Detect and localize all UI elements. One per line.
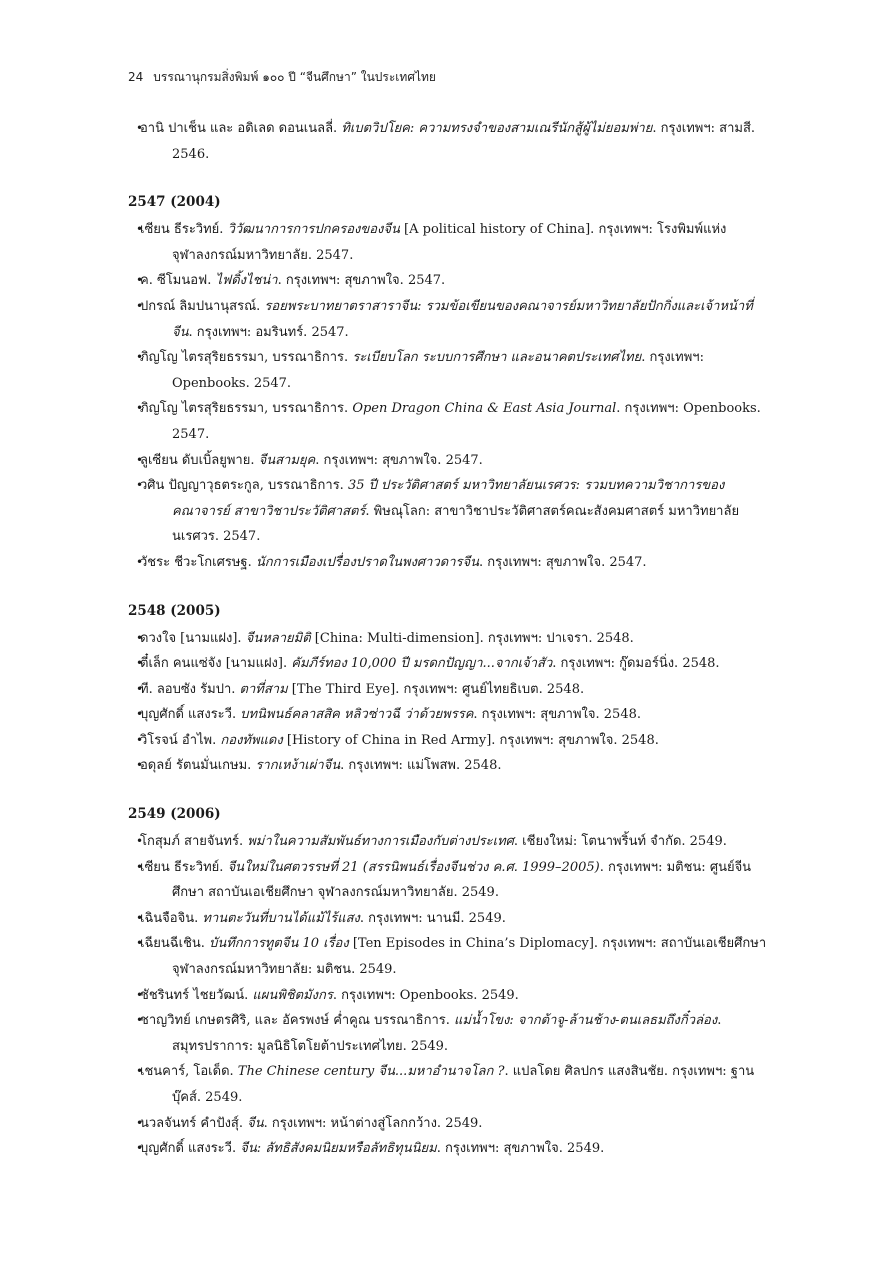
year-section (128, 805, 768, 1162)
bibliography-entry (128, 473, 768, 550)
bibliography-entry (128, 855, 768, 906)
entry-text: เฉียนฉีเชิน. (140, 936, 210, 952)
entry-text: . กรุงเทพฯ: Openbooks. 2547. (172, 350, 704, 391)
entry-text: . กรุงเทพฯ: Openbooks. 2547. (172, 401, 761, 442)
entry-text: บุญศักดิ์ แสงระวี. (140, 1141, 241, 1157)
entry-title: รอยพระบาทยาตราสาราจีน: รวมข้อเขียนของคณาจารย์มหาวิทยาลัยปักกิ่งและเจ้าหน้าที่จีน (172, 298, 753, 340)
entry-text: . กรุงเทพฯ: อมรินทร์. 2547. (188, 324, 349, 340)
entry-text: [Ten Episodes in China’s Diplomacy]. กรุงเทพฯ: สถาบันเอเชียศึกษา จุฬาลงกรณ์มหาวิทยาลัย: มติชน. 2549. (172, 936, 767, 978)
entry-title: คัมภีร์ทอง 10,000 ปี มรดกปัญญา...จากเจ้าสัว (291, 656, 553, 672)
entry-text: ดวงใจ [นามแฝง]. (140, 630, 246, 646)
entry-title: จีนสามยุค (258, 452, 316, 468)
entry-title: บันทึกการทูตจีน 10 เรื่อง (209, 936, 349, 952)
entry-text: เซียน ธีระวิทย์. (140, 222, 228, 238)
entry-text: . กรุงเทพฯ: สุขภาพใจ. 2548. (473, 707, 641, 723)
entry-text: เชนคาร์, โอเด็ด. (140, 1064, 238, 1080)
entry-text: . เชียงใหม่: โตนาพริ้นท์ จำกัด. 2549. (513, 834, 727, 850)
entry-title: ตาที่สาม (239, 681, 288, 697)
entry-text: ลูเซียน ดับเบิ้ลยูพาย. (140, 452, 259, 468)
entry-text: . กรุงเทพฯ: สามสี. 2546. (172, 121, 756, 162)
year-section (128, 193, 768, 575)
bibliography-entry (128, 931, 768, 982)
intro-list (128, 116, 768, 167)
entry-text: [China: Multi-dimension]. กรุงเทพฯ: ปาเจรา. 2548. (310, 630, 634, 646)
entry-text: . แปลโดย ศิลปกร แสงสินชัย. กรุงเทพฯ: ฐานบุ๊คส์. 2549. (172, 1064, 755, 1105)
entry-text: ชัชรินทร์ ไชยวัฒน์. (140, 987, 253, 1003)
entry-text: [The Third Eye]. กรุงเทพฯ: ศูนย์ไทยธิเบต. 2548. (287, 681, 585, 697)
entry-title: วิวัฒนาการการปกครองของจีน (227, 222, 400, 238)
entry-text: ชาญวิทย์ เกษตรศิริ, และ อัครพงษ์ ค่ำคูณ บรรณาธิการ. (140, 1013, 455, 1029)
entry-text: . กรุงเทพฯ: สุขภาพใจ. 2547. (277, 273, 446, 289)
entry-text: วัชระ ชีวะโกเศรษฐ. (140, 554, 256, 570)
entry-text: ที. ลอบซัง รัมปา. (140, 681, 240, 697)
entry-text: . กรุงเทพฯ: สุขภาพใจ. 2547. (315, 452, 483, 468)
entry-text: อดุลย์ รัตนมั่นเกษม. (140, 758, 256, 774)
entry-list (128, 217, 768, 575)
bibliography-entry (128, 217, 768, 268)
entry-text: . กรุงเทพฯ: หน้าต่างสู่โลกกว้าง. 2549. (263, 1115, 483, 1131)
entry-title: รากเหง้าเผ่าจีน (255, 758, 341, 774)
entry-title: ทานตะวันที่บานได้แม้ไร้แสง (202, 910, 360, 926)
entry-title: Open Dragon China & East Asia Journal (352, 401, 617, 417)
year-heading: 2547 (2004) (128, 194, 221, 211)
entry-title: ทิเบตวิปโยค: ความทรงจำของสามเณรีนักสู้ผู้ไม่ยอมพ่าย (341, 121, 653, 136)
year-heading: 2548 (2005) (128, 602, 221, 619)
entry-title: บทนิพนธ์คลาสสิค หลิวซ่าวฉี ว่าด้วยพรรค (240, 707, 474, 723)
running-header (128, 68, 436, 87)
bibliography-entry (128, 268, 768, 294)
bibliography-entry (128, 1008, 768, 1059)
page-number: 24 (128, 70, 144, 84)
bibliography-entry (128, 753, 768, 779)
entry-title: กองทัพแดง (220, 732, 283, 748)
entry-title: แผนพิชิตมังกร (252, 987, 333, 1003)
entry-title: ระเบียบโลก ระบบการศึกษา และอนาคตประเทศไทย (352, 350, 642, 366)
entry-text: . กรุงเทพฯ: สุขภาพใจ. 2549. (436, 1141, 605, 1157)
entry-list (128, 829, 768, 1162)
entry-text: วิโรจน์ อำไพ. (140, 732, 221, 748)
entry-text: [History of China in Red Army]. กรุงเทพฯ: สุขภาพใจ. 2548. (282, 732, 659, 748)
entry-text: วศิน ปัญญาวุธตระกูล, บรรณาธิการ. (140, 478, 348, 494)
entry-title: พม่าในความสัมพันธ์ทางการเมืองกับต่างประเทศ (247, 834, 514, 850)
year-sections (128, 193, 768, 1162)
entry-text: . พิษณุโลก: สาขาวิชาประวัติศาสตร์คณะสังคมศาสตร์ มหาวิทยาลัยนเรศวร. 2547. (172, 503, 740, 545)
entry-text: ค. ซีโมนอฟ. (140, 273, 216, 289)
running-title: บรรณานุกรมสิ่งพิมพ์ ๑๐๐ ปี “จีนศึกษา” ในประเทศไทย (153, 70, 436, 84)
entry-title: แม่น้ำโขง: จากต้าจู-ล้านช้าง-ตนเลธมถึงกิ๋วล่อง (454, 1013, 718, 1029)
entry-text: . กรุงเทพฯ: Openbooks. 2549. (332, 987, 519, 1003)
entry-text: [A political history of China]. กรุงเทพฯ: โรงพิมพ์แห่งจุฬาลงกรณ์มหาวิทยาลัย. 2547. (172, 222, 727, 263)
bibliography-entry (128, 702, 768, 728)
bibliography-entry (128, 1059, 768, 1110)
entry-text: นวลจันทร์ คำปังสุ์. (140, 1115, 248, 1131)
bibliography-entry (128, 626, 768, 652)
entry-text: . กรุงเทพฯ: สุขภาพใจ. 2547. (479, 554, 647, 570)
entry-title: จีนใหม่ในศตวรรษที่ 21 (สรรนิพนธ์เรื่องจีนช่วง ค.ศ. 1999–2005) (227, 859, 600, 875)
entry-title: จีน: ลัทธิสังคมนิยมหรือลัทธิทุนนิยม (240, 1141, 437, 1157)
entry-text: . กรุงเทพฯ: กู๊ดมอร์นิ่ง. 2548. (552, 656, 720, 672)
bibliography-entry (128, 294, 768, 345)
entry-text: . สมุทรปราการ: มูลนิธิโตโยต้าประเทศไทย. 2549. (172, 1013, 722, 1054)
entry-text: เซียน ธีระวิทย์. (140, 859, 228, 875)
entry-text: อานิ ปาเช็น และ อดิเลด ดอนเนลลี่. (140, 121, 342, 136)
bibliography-entry (128, 345, 768, 396)
entry-title: 35 ปี ประวัติศาสตร์ มหาวิทยาลัยนเรศวร: รวมบทความวิชาการของคณาจารย์ สาขาวิชาประวัติศาสตร์ (172, 478, 725, 519)
bibliography-entry (128, 728, 768, 754)
year-section (128, 602, 768, 780)
entry-title: นักการเมืองเปรื่องปราดในพงศาวดารจีน (255, 554, 479, 570)
entry-title: จีนหลายมิติ (245, 630, 311, 646)
bibliography-entry (128, 550, 768, 576)
bibliography-entry (128, 829, 768, 855)
bibliography-entry (128, 983, 768, 1009)
entry-text: บุญศักดิ์ แสงระวี. (140, 707, 241, 723)
entry-text: . กรุงเทพฯ: มติชน: ศูนย์จีนศึกษา สถาบันเอเชียศึกษา จุฬาลงกรณ์มหาวิทยาลัย. 2549. (172, 859, 752, 901)
entry-text: . กรุงเทพฯ: แม่โพสพ. 2548. (340, 758, 502, 774)
entry-text: ภิญโญ ไตรสุริยธรรมา, บรรณาธิการ. (140, 401, 353, 417)
entry-title: จีน (247, 1115, 264, 1131)
year-heading: 2549 (2006) (128, 806, 221, 823)
bibliography-entry (128, 651, 768, 677)
bibliography-entry (128, 677, 768, 703)
entry-text: . กรุงเทพฯ: นานมี. 2549. (359, 910, 506, 926)
bibliography-entry (128, 448, 768, 474)
entry-text: เฉินจือจิน. (140, 910, 203, 926)
bibliography-entry (128, 1111, 768, 1137)
bibliography-entry (128, 1136, 768, 1162)
entry-text: โกสุมภ์ สายจันทร์. (140, 834, 248, 850)
bibliography-entry (128, 906, 768, 932)
entry-text: ปกรณ์ ลิมปนานุสรณ์. (140, 298, 265, 314)
intro-section (128, 116, 768, 167)
entry-title: ไฟดิ้งไชน่า (215, 273, 278, 289)
entry-text: ภิญโญ ไตรสุริยธรรมา, บรรณาธิการ. (140, 350, 353, 366)
bibliography-entry (128, 396, 768, 447)
entry-list (128, 626, 768, 780)
bibliography-entry (128, 116, 768, 167)
entry-title: The Chinese century จีน...มหาอำนาจโลก ? (237, 1064, 505, 1080)
bibliography-content (128, 116, 768, 1188)
entry-text: ตี๋เล็ก คนแซ่จัง [นามแฝง]. (140, 656, 292, 672)
